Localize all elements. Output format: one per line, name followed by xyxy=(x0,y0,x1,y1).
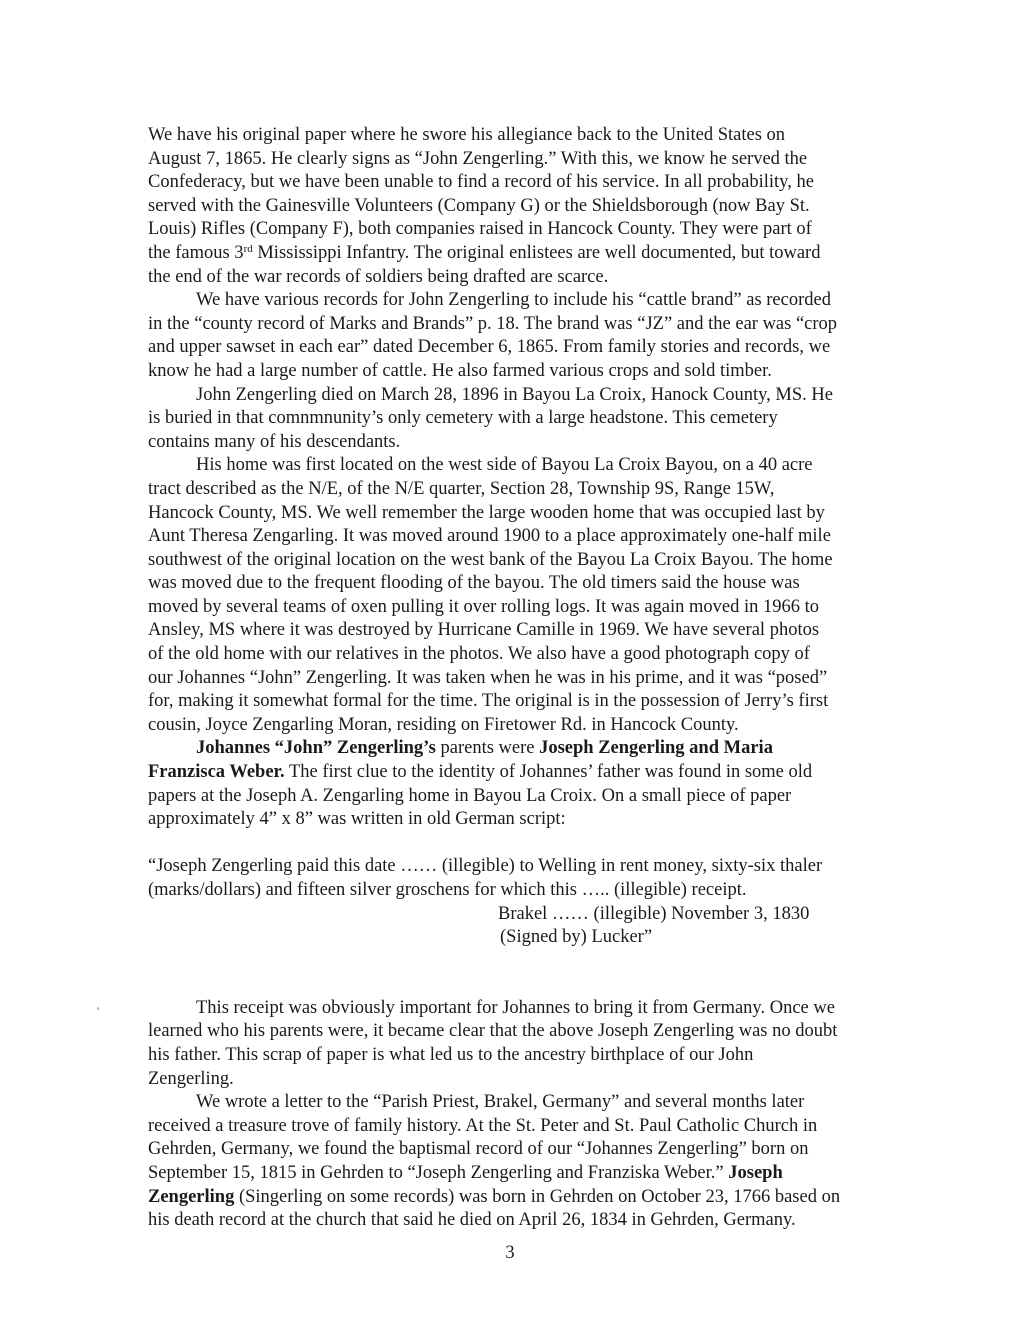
text-line: Gehrden, Germany, we found the baptismal record of our “Johannes Zengerling” born on xyxy=(148,1139,809,1160)
text-line: We wrote a letter to the “Parish Priest, Brakel, Germany” and several months later xyxy=(196,1092,805,1113)
text-line: This receipt was obviously important for Johannes to bring it from Germany. Once we xyxy=(196,997,835,1018)
text-line: Aunt Theresa Zengarling. It was moved around 1900 to a place approximately one-half mile xyxy=(148,526,831,547)
text-line: Ansley, MS where it was destroyed by Hurricane Camille in 1969. We have several photos xyxy=(148,620,820,641)
text-line: southwest of the original location on the west bank of the Bayou La Croix Bayou. The home xyxy=(148,549,833,570)
bold-text: Joseph Zengerling and Maria xyxy=(539,738,773,759)
text-line: for, making it somewhat formal for the time. The original is in the possession of Jerry’s first xyxy=(148,691,829,712)
text-line: Zengerling. xyxy=(148,1068,234,1089)
spacer xyxy=(148,832,908,856)
text-line: of the old home with our relatives in the photos. We also have a good photograph copy of xyxy=(148,644,810,665)
quote-signature-line: (Signed by) Lucker” xyxy=(500,927,653,948)
text-line: His home was first located on the west side of Bayou La Croix Bayou, on a 40 acre xyxy=(196,455,813,476)
quote-line: “Joseph Zengerling paid this date …… (illegible) to Welling in rent money, sixty-six thaler xyxy=(148,856,823,877)
text-line: was moved due to the frequent flooding of the bayou. The old timers said the house was xyxy=(148,573,800,594)
text-line: know he had a large number of cattle. He also farmed various crops and sold timber. xyxy=(148,360,772,381)
text-line: tract described as the N/E, of the N/E quarter, Section 28, Township 9S, Range 15W, xyxy=(148,478,775,499)
quote-signature-line: Brakel …… (illegible) November 3, 1830 xyxy=(498,903,810,924)
text-line: We have various records for John Zengerling to include his “cattle brand” as recorded xyxy=(196,290,831,311)
margin-mark: ' xyxy=(97,1004,100,1018)
text-line: Johannes “John” Zengerling’s parents were Joseph Zengerling and Maria xyxy=(196,738,773,759)
bold-text: Johannes “John” Zengerling’s xyxy=(196,738,436,759)
text-line: learned who his parents were, it became clear that the above Joseph Zengerling was no doubt xyxy=(148,1021,838,1042)
text-line: cousin, Joyce Zengarling Moran, residing on Firetower Rd. in Hancock County. xyxy=(148,714,739,735)
text-line: We have his original paper where he swore his allegiance back to the United States on xyxy=(148,125,786,145)
text-line: John Zengerling died on March 28, 1896 in Bayou La Croix, Hanock County, MS. He xyxy=(196,384,833,405)
text-line: served with the Gainesville Volunteers (Company G) or the Shieldsborough (now Bay St. xyxy=(148,195,810,216)
bold-text: Franzisca Weber. xyxy=(148,762,285,783)
text-line: is buried in that comnmnunity’s only cemetery with a large headstone. This cemetery xyxy=(148,408,778,429)
text-line: Louis) Rifles (Company F), both companies raised in Hancock County. They were part of xyxy=(148,219,812,240)
spacer xyxy=(148,950,908,997)
superscript: rd xyxy=(243,242,253,255)
text-line: the famous 3rd Mississippi Infantry. The original enlistees are well documented, but toward xyxy=(148,242,821,263)
quote-line: (marks/dollars) and fifteen silver groschens for which this ….. (illegible) receipt. xyxy=(148,880,747,900)
text-line: Franzisca Weber. The first clue to the identity of Johannes’ father was found in some old xyxy=(148,762,813,783)
text-line: Zengerling (Singerling on some records) was born in Gehrden on October 23, 1766 based on xyxy=(148,1186,841,1207)
text-line: papers at the Joseph A. Zengarling home in Bayou La Croix. On a small piece of paper xyxy=(148,785,792,806)
text-line: moved by several teams of oxen pulling it over rolling logs. It was again moved in 1966 to xyxy=(148,596,820,617)
text-line: contains many of his descendants. xyxy=(148,431,401,452)
text-line: in the “county record of Marks and Brands” p. 18. The brand was “JZ” and the ear was “crop xyxy=(148,313,838,334)
text-line: his father. This scrap of paper is what led us to the ancestry birthplace of our John xyxy=(148,1044,754,1065)
text-line: and upper sawset in each ear” dated December 6, 1865. From family stories and records, we xyxy=(148,337,831,358)
text-line: our Johannes “John” Zengerling. It was taken when he was in his prime, and it was “posed” xyxy=(148,667,828,688)
text-line: approximately 4” x 8” was written in old German script: xyxy=(148,809,566,830)
text-line: his death record at the church that said he died on April 26, 1834 in Gehrden, Germany. xyxy=(148,1210,796,1231)
bold-text: Joseph xyxy=(728,1162,783,1183)
text-line: Hancock County, MS. We well remember the large wooden home that was occupied last by xyxy=(148,502,825,523)
body-text xyxy=(148,124,908,1233)
page-number: 3 xyxy=(505,1243,515,1263)
text-line: the end of the war records of soldiers being drafted are scarce. xyxy=(148,266,609,287)
text-line: received a treasure trove of family history. At the St. Peter and St. Paul Catholic Church in xyxy=(148,1115,818,1136)
bold-text: Zengerling xyxy=(148,1186,235,1207)
text-line: Confederacy, but we have been unable to find a record of his service. In all probability, he xyxy=(148,172,814,193)
text-line: September 15, 1815 in Gehrden to “Joseph Zengerling and Franziska Weber.” Joseph xyxy=(148,1162,783,1183)
text-line: August 7, 1865. He clearly signs as “John Zengerling.” With this, we know he served the xyxy=(148,148,808,169)
